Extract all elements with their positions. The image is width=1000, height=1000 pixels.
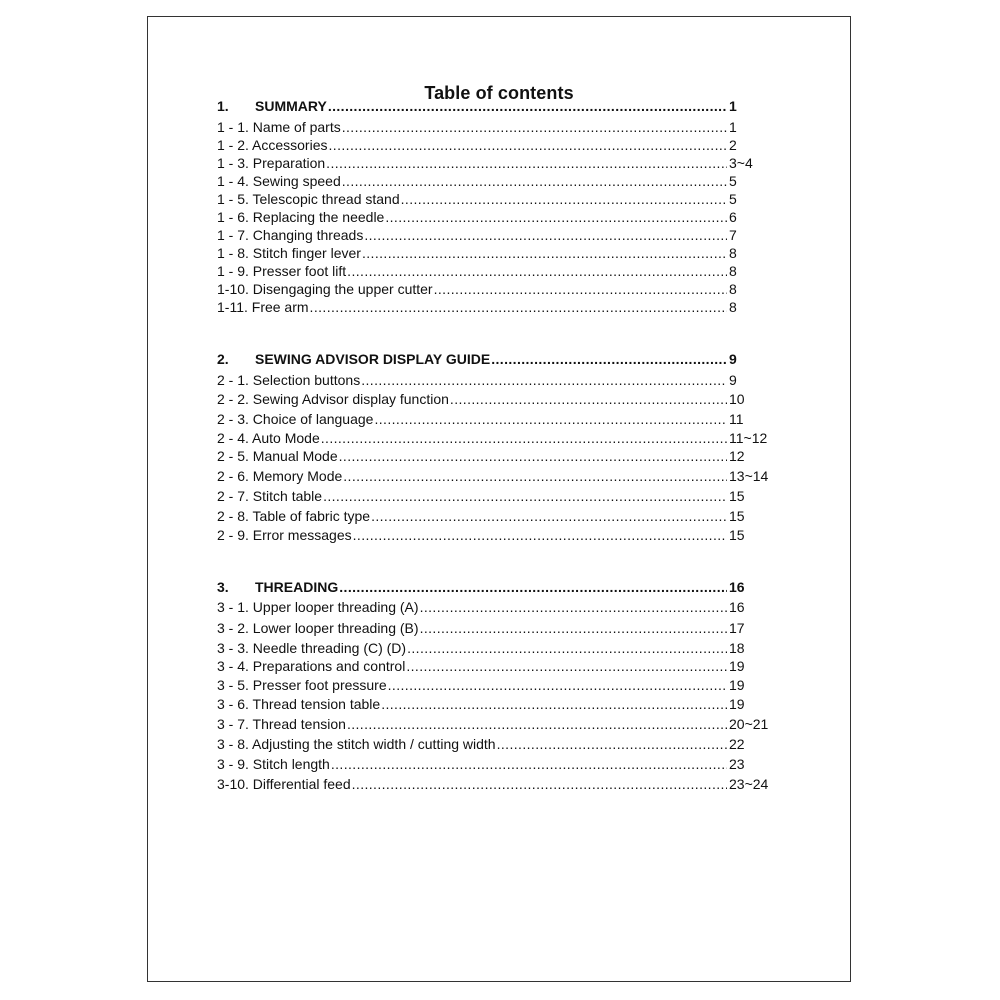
dot-leader xyxy=(339,578,727,596)
toc-entry-row xyxy=(217,371,773,389)
dot-leader xyxy=(328,97,727,115)
toc-heading-row xyxy=(217,350,773,368)
dot-leader xyxy=(343,467,727,485)
toc-entry-row xyxy=(217,526,773,544)
toc-entry-page: 15 xyxy=(729,508,745,524)
toc-entry-row xyxy=(217,172,773,190)
toc-entry-label: 2 - 5. Manual Mode xyxy=(217,448,338,464)
toc-entry-label: 3 - 8. Adjusting the stitch width / cutting width xyxy=(217,736,496,752)
toc-heading-row xyxy=(217,578,773,596)
toc-entry-row xyxy=(217,429,773,447)
toc-heading-page: 9 xyxy=(729,351,737,367)
toc-entry-label: 2 - 7. Stitch table xyxy=(217,488,323,504)
dot-leader xyxy=(420,619,727,637)
toc-entry-label: 3 - 9. Stitch length xyxy=(217,756,330,772)
dot-leader xyxy=(352,775,727,793)
dot-leader xyxy=(434,280,727,298)
toc-entry-page: 19 xyxy=(729,658,745,674)
toc-entry-label: 2 - 4. Auto Mode xyxy=(217,430,320,446)
toc-entry-page: 23~24 xyxy=(729,776,769,792)
dot-leader xyxy=(388,676,727,694)
toc-entry-page: 6 xyxy=(729,209,737,225)
toc-entry-label: 2 - 1. Selection buttons xyxy=(217,372,361,388)
toc-entry-page: 19 xyxy=(729,696,745,712)
toc-entry-page: 7 xyxy=(729,227,737,243)
toc-heading-title: SUMMARY xyxy=(255,98,327,114)
toc-entry-label: 1 - 3. Preparation xyxy=(217,155,326,171)
dot-leader xyxy=(331,755,727,773)
dot-leader xyxy=(374,410,727,428)
dot-leader xyxy=(310,298,727,316)
toc-entry-label: 2 - 8. Table of fabric type xyxy=(217,508,371,524)
toc-entry-row xyxy=(217,657,773,675)
dot-leader xyxy=(347,262,727,280)
dot-leader xyxy=(491,350,727,368)
page-title: Table of contents xyxy=(424,83,574,103)
dot-leader xyxy=(323,487,727,505)
toc-heading-title: SEWING ADVISOR DISPLAY GUIDE xyxy=(255,351,491,367)
toc-heading-title: THREADING xyxy=(255,579,339,595)
dot-leader xyxy=(361,371,727,389)
toc-entry-row xyxy=(217,467,773,485)
toc-entry-label: 3 - 1. Upper looper threading (A) xyxy=(217,599,419,615)
dot-leader xyxy=(406,657,727,675)
toc-entry-row xyxy=(217,735,773,753)
dot-leader xyxy=(401,190,727,208)
toc-entry-label: 1 - 1. Name of parts xyxy=(217,119,341,135)
toc-entry-row xyxy=(217,676,773,694)
toc-entry-label: 3 - 7. Thread tension xyxy=(217,716,346,732)
toc-entry-row xyxy=(217,136,773,154)
toc-entry-row xyxy=(217,208,773,226)
toc-entry-row xyxy=(217,507,773,525)
dot-leader xyxy=(385,208,727,226)
toc-entry-label: 3 - 2. Lower looper threading (B) xyxy=(217,620,419,636)
dot-leader xyxy=(353,526,727,544)
toc-entry-row xyxy=(217,154,773,172)
toc-entry-label: 2 - 3. Choice of language xyxy=(217,411,374,427)
dot-leader xyxy=(371,507,727,525)
toc-entry-row xyxy=(217,619,773,637)
toc-entry-label: 1 - 4. Sewing speed xyxy=(217,173,341,189)
dot-leader xyxy=(497,735,727,753)
toc-entry-label: 3 - 3. Needle threading (C) (D) xyxy=(217,640,407,656)
toc-entry-row xyxy=(217,447,773,465)
toc-entry-row xyxy=(217,118,773,136)
toc-entry-row xyxy=(217,487,773,505)
toc-entry-page: 9 xyxy=(729,372,737,388)
toc-entry-page: 8 xyxy=(729,281,737,297)
toc-entry-row xyxy=(217,755,773,773)
toc-entry-row xyxy=(217,639,773,657)
toc-entry-page: 12 xyxy=(729,448,745,464)
toc-heading-number: 2. xyxy=(217,351,229,367)
toc-entry-label: 1-10. Disengaging the upper cutter xyxy=(217,281,433,297)
toc-entry-row xyxy=(217,280,773,298)
toc-entry-page: 1 xyxy=(729,119,737,135)
toc-entry-row xyxy=(217,715,773,733)
toc-entry-page: 11~12 xyxy=(729,430,768,446)
toc-entry-page: 13~14 xyxy=(729,468,769,484)
toc-entry-page: 11 xyxy=(729,411,744,427)
toc-entry-label: 2 - 6. Memory Mode xyxy=(217,468,343,484)
toc-entry-page: 15 xyxy=(729,527,745,543)
toc-entry-row xyxy=(217,298,773,316)
toc-entry-label: 3-10. Differential feed xyxy=(217,776,351,792)
toc-heading-row xyxy=(217,97,773,115)
toc-entry-label: 3 - 6. Thread tension table xyxy=(217,696,381,712)
document-page xyxy=(147,16,851,982)
toc-entry-page: 5 xyxy=(729,191,737,207)
dot-leader xyxy=(381,695,727,713)
toc-entry-row xyxy=(217,262,773,280)
toc-entry-page: 18 xyxy=(729,640,745,656)
dot-leader xyxy=(329,136,728,154)
toc-entry-page: 8 xyxy=(729,299,737,315)
toc-heading-number: 1. xyxy=(217,98,229,114)
dot-leader xyxy=(420,598,727,616)
toc-entry-row xyxy=(217,695,773,713)
toc-entry-label: 2 - 2. Sewing Advisor display function xyxy=(217,391,449,407)
toc-entry-page: 5 xyxy=(729,173,737,189)
dot-leader xyxy=(407,639,727,657)
dot-leader xyxy=(362,244,727,262)
dot-leader xyxy=(450,390,727,408)
toc-entry-label: 1 - 5. Telescopic thread stand xyxy=(217,191,400,207)
toc-entry-label: 3 - 5. Presser foot pressure xyxy=(217,677,387,693)
toc-entry-label: 1-11. Free arm xyxy=(217,299,309,315)
toc-entry-page: 15 xyxy=(729,488,745,504)
toc-entry-row xyxy=(217,775,773,793)
toc-entry-page: 23 xyxy=(729,756,745,772)
dot-leader xyxy=(342,172,727,190)
toc-entry-row xyxy=(217,410,773,428)
dot-leader xyxy=(321,429,727,447)
toc-heading-number: 3. xyxy=(217,579,229,595)
dot-leader xyxy=(326,154,727,172)
toc-entry-page: 2 xyxy=(729,137,737,153)
toc-entry-page: 3~4 xyxy=(729,155,753,171)
toc-entry-page: 17 xyxy=(729,620,745,636)
toc-entry-label: 1 - 8. Stitch finger lever xyxy=(217,245,361,261)
toc-entry-page: 19 xyxy=(729,677,745,693)
toc-entry-row xyxy=(217,244,773,262)
toc-entry-row xyxy=(217,598,773,616)
toc-entry-row xyxy=(217,226,773,244)
toc-heading-page: 16 xyxy=(729,579,745,595)
toc-entry-page: 16 xyxy=(729,599,745,615)
toc-entry-label: 1 - 6. Replacing the needle xyxy=(217,209,385,225)
toc-entry-label: 2 - 9. Error messages xyxy=(217,527,352,543)
toc-entry-page: 10 xyxy=(729,391,745,407)
dot-leader xyxy=(364,226,727,244)
toc-entry-label: 1 - 9. Presser foot lift xyxy=(217,263,347,279)
toc-entry-label: 1 - 7. Changing threads xyxy=(217,227,364,243)
dot-leader xyxy=(347,715,727,733)
toc-entry-row xyxy=(217,190,773,208)
toc-entry-label: 3 - 4. Preparations and control xyxy=(217,658,406,674)
dot-leader xyxy=(339,447,727,465)
dot-leader xyxy=(342,118,727,136)
toc-entry-page: 22 xyxy=(729,736,745,752)
toc-entry-page: 8 xyxy=(729,263,737,279)
toc-entry-label: 1 - 2. Accessories xyxy=(217,137,328,153)
toc-entry-page: 8 xyxy=(729,245,737,261)
toc-entry-page: 20~21 xyxy=(729,716,769,732)
toc-entry-row xyxy=(217,390,773,408)
toc-heading-page: 1 xyxy=(729,98,737,114)
